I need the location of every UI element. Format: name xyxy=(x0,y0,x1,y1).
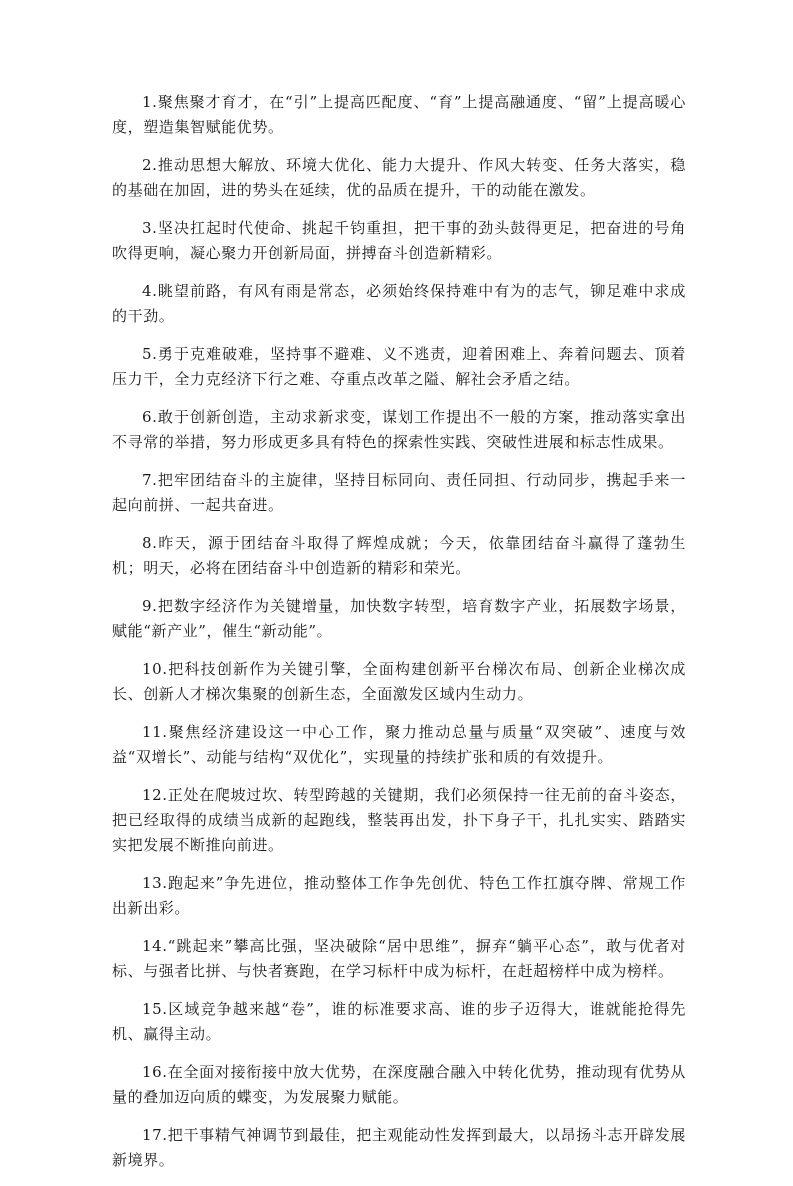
paragraph-7: 7.把牢团结奋斗的主旋律，坚持目标同向、责任同担、行动同步，携起手来一起向前拼、一起共奋进。 xyxy=(112,471,686,514)
paragraph-8: 8.昨天，源于团结奋斗取得了辉煌成就；今天，依靠团结奋斗赢得了蓬勃生机；明天，必将在团结奋斗中创造新的精彩和荣光。 xyxy=(112,534,686,577)
paragraph-11: 11.聚焦经济建设这一中心工作，聚力推动总量与质量“双突破”、速度与效益“双增长”、动能与结构“双优化”，实现量的持续扩张和质的有效提升。 xyxy=(112,723,686,766)
paragraph-6: 6.敢于创新创造，主动求新求变，谋划工作提出不一般的方案，推动落实拿出不寻常的举措，努力形成更多具有特色的探索性实践、突破性进展和标志性成果。 xyxy=(112,408,686,451)
paragraph-9: 9.把数字经济作为关键增量，加快数字转型，培育数字产业，拓展数字场景，赋能“新产业”，催生“新动能”。 xyxy=(112,597,686,640)
paragraph-15: 15.区域竞争越来越“卷”，谁的标准要求高、谁的步子迈得大，谁就能抢得先机、赢得主动。 xyxy=(112,1000,686,1043)
paragraph-13: 13.跑起来”争先进位，推动整体工作争先创优、特色工作扛旗夺牌、常规工作出新出彩。 xyxy=(112,874,686,917)
paragraph-14: 14.“跳起来”攀高比强，坚决破除“居中思维”，摒弃“躺平心态”，敢与优者对标、与强者比拼、与快者赛跑，在学习标杆中成为标杆，在赶超榜样中成为榜样。 xyxy=(112,937,686,980)
paragraph-16: 16.在全面对接衔接中放大优势，在深度融合融入中转化优势，推动现有优势从量的叠加迈向质的蝶变，为发展聚力赋能。 xyxy=(112,1063,686,1106)
paragraph-10: 10.把科技创新作为关键引擎，全面构建创新平台梯次布局、创新企业梯次成长、创新人才梯次集聚的创新生态，全面激发区域内生动力。 xyxy=(112,660,686,703)
paragraph-17: 17.把干事精气神调节到最佳，把主观能动性发挥到最大，以昂扬斗志开辟发展新境界。 xyxy=(112,1126,686,1169)
paragraph-3: 3.坚决扛起时代使命、挑起千钧重担，把干事的劲头鼓得更足，把奋进的号角吹得更响，凝心聚力开创新局面，拼搏奋斗创造新精彩。 xyxy=(112,219,686,262)
paragraph-5: 5.勇于克难破难，坚持事不避难、义不逃责，迎着困难上、奔着问题去、顶着压力干，全力克经济下行之难、夺重点改革之隘、解社会矛盾之结。 xyxy=(112,345,686,388)
paragraph-1: 1.聚焦聚才育才，在“引”上提高匹配度、“育”上提高融通度、“留”上提高暖心度，塑造集智赋能优势。 xyxy=(112,93,686,136)
document-page xyxy=(112,90,686,1186)
paragraph-2: 2.推动思想大解放、环境大优化、能力大提升、作风大转变、任务大落实，稳的基础在加固，进的势头在延续，优的品质在提升，干的动能在激发。 xyxy=(112,156,686,199)
paragraph-4: 4.眺望前路，有风有雨是常态，必须始终保持难中有为的志气，铆足难中求成的干劲。 xyxy=(112,282,686,325)
paragraph-12: 12.正处在爬坡过坎、转型跨越的关键期，我们必须保持一往无前的奋斗姿态，把已经取得的成绩当成新的起跑线，整装再出发，扑下身子干，扎扎实实、踏踏实实把发展不断推向前进。 xyxy=(112,786,686,854)
